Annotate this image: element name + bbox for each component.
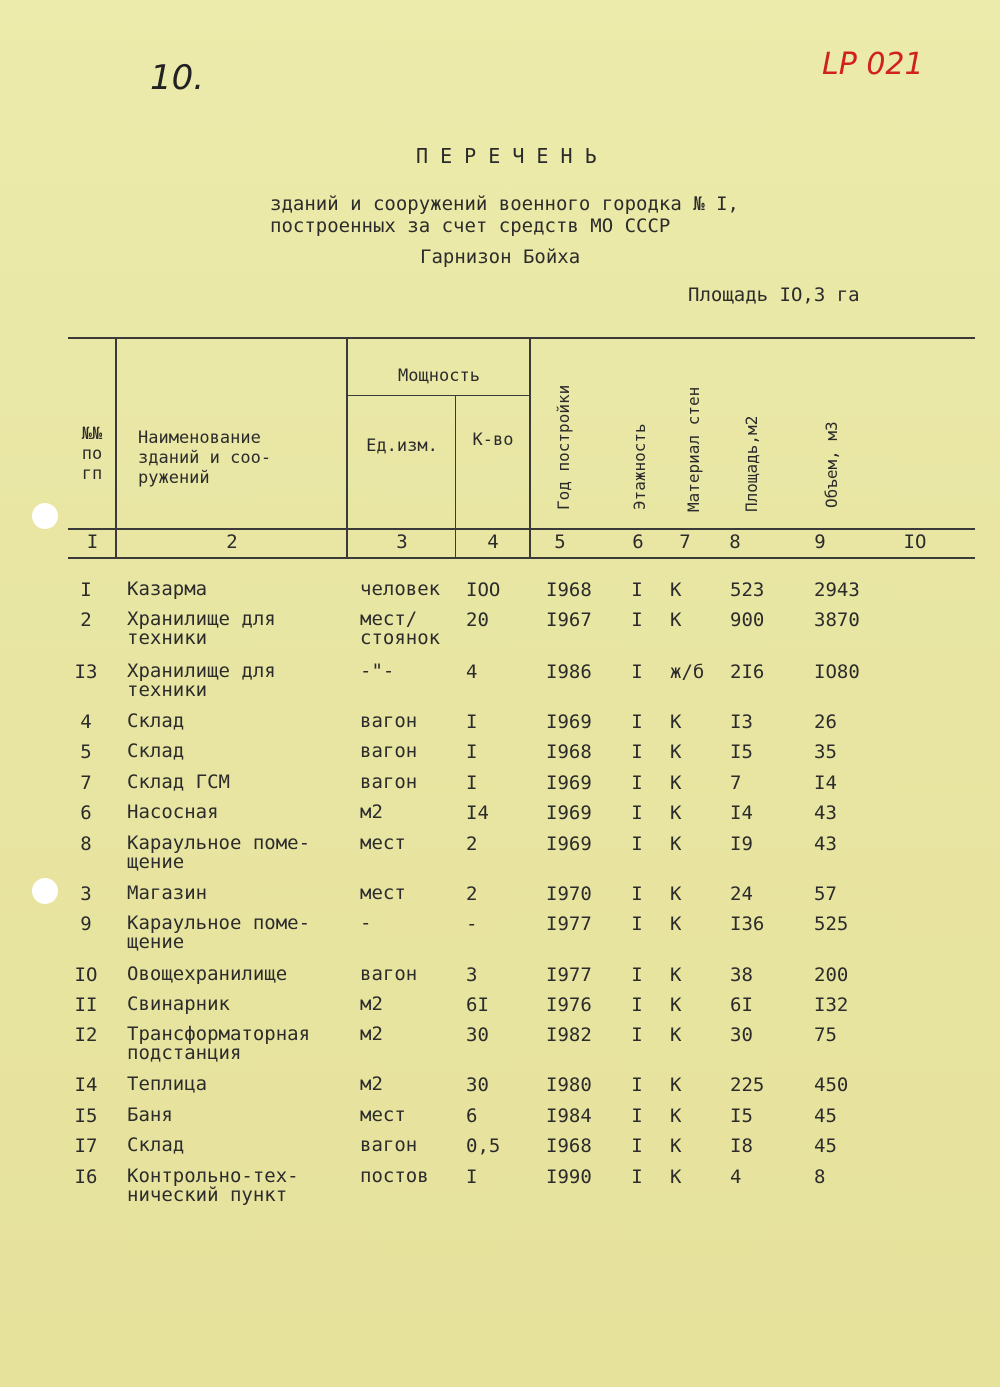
row-number: 3	[80, 883, 92, 905]
building-name: Хранилище для техники	[127, 660, 276, 701]
year-cell: I969	[546, 772, 592, 794]
volume-cell: 2943	[814, 579, 860, 601]
column-number: I	[86, 531, 99, 553]
quantity-cell: 3	[466, 964, 478, 986]
area-cell: 900	[730, 609, 765, 631]
floors-cell: I	[631, 741, 643, 763]
quantity-cell: 0,5	[466, 1135, 501, 1157]
year-cell: I984	[546, 1105, 592, 1127]
area-cell: I4	[730, 802, 753, 824]
area-cell: I5	[730, 741, 753, 763]
area-cell: 225	[730, 1074, 765, 1096]
column-number: 8	[729, 531, 741, 553]
material-cell: К	[670, 711, 682, 733]
header-number: №№ по гп	[81, 424, 103, 484]
building-name: Казарма	[127, 578, 208, 600]
unit-cell: мест/ стоянок	[360, 608, 441, 649]
quantity-cell: 20	[466, 609, 489, 631]
area-cell: 523	[730, 579, 765, 601]
year-cell: I990	[546, 1166, 592, 1188]
material-cell: К	[670, 913, 682, 935]
building-name: Караульное поме- щение	[127, 832, 311, 873]
row-number: 4	[80, 711, 92, 733]
material-cell: К	[670, 994, 682, 1016]
volume-cell: 43	[814, 802, 837, 824]
material-cell: К	[670, 802, 682, 824]
area-cell: I3	[730, 711, 753, 733]
year-cell: I977	[546, 964, 592, 986]
unit-cell: вагон	[360, 771, 418, 793]
floors-cell: I	[631, 1166, 643, 1188]
building-name: Насосная	[127, 801, 219, 823]
volume-cell: 43	[814, 833, 837, 855]
building-name: Трансформаторная подстанция	[127, 1023, 311, 1064]
unit-cell: -	[360, 912, 372, 934]
quantity-cell: 6	[466, 1105, 478, 1127]
header-floors: Этажность	[630, 423, 649, 510]
floors-cell: I	[631, 964, 643, 986]
quantity-cell: I	[466, 711, 478, 733]
garrison-name: Гарнизон Бойха	[420, 246, 581, 268]
column-number: IO	[903, 531, 927, 553]
floors-cell: I	[631, 661, 643, 683]
column-number: 3	[396, 531, 408, 553]
year-cell: I977	[546, 913, 592, 935]
row-number: 2	[80, 609, 92, 631]
year-cell: I969	[546, 802, 592, 824]
material-cell: К	[670, 833, 682, 855]
page-number: 10.	[150, 58, 205, 98]
quantity-cell: I	[466, 1166, 478, 1188]
area-cell: 2I6	[730, 661, 765, 683]
volume-cell: 525	[814, 913, 849, 935]
area-cell: 24	[730, 883, 753, 905]
quantity-cell: -	[466, 913, 478, 935]
row-number: I	[80, 579, 92, 601]
unit-cell: м2	[360, 993, 383, 1015]
volume-cell: 26	[814, 711, 837, 733]
unit-cell: вагон	[360, 963, 418, 985]
document-subtitle-line-2: построенных за счет средств МО СССР	[270, 215, 671, 237]
row-number: 6	[80, 802, 92, 824]
building-name: Теплица	[127, 1073, 208, 1095]
year-cell: I986	[546, 661, 592, 683]
punch-hole	[32, 503, 58, 529]
document-title: П Е Р Е Ч Е Н Ь	[416, 144, 597, 168]
year-cell: I969	[546, 833, 592, 855]
floors-cell: I	[631, 579, 643, 601]
volume-cell: 3870	[814, 609, 860, 631]
material-cell: К	[670, 609, 682, 631]
area-cell: I9	[730, 833, 753, 855]
unit-cell: мест	[360, 1104, 406, 1126]
floors-cell: I	[631, 913, 643, 935]
material-cell: К	[670, 1024, 682, 1046]
unit-cell: мест	[360, 882, 406, 904]
year-cell: I980	[546, 1074, 592, 1096]
floors-cell: I	[631, 609, 643, 631]
header-material: Материал стен	[684, 386, 703, 512]
header-area: Площадь,м2	[742, 415, 761, 512]
building-name: Баня	[127, 1104, 173, 1126]
year-cell: I969	[546, 711, 592, 733]
header-year: Год постройки	[554, 384, 573, 510]
area-cell: 7	[730, 772, 742, 794]
unit-cell: м2	[360, 801, 383, 823]
year-cell: I968	[546, 1135, 592, 1157]
column-number: 2	[226, 531, 238, 553]
building-name: Магазин	[127, 882, 208, 904]
unit-cell: м2	[360, 1073, 383, 1095]
header-power: Мощность	[398, 366, 480, 386]
volume-cell: 8	[814, 1166, 826, 1188]
unit-cell: вагон	[360, 1134, 418, 1156]
column-number: 9	[814, 531, 826, 553]
floors-cell: I	[631, 1135, 643, 1157]
quantity-cell: 4	[466, 661, 478, 683]
area-cell: 4	[730, 1166, 742, 1188]
material-cell: К	[670, 883, 682, 905]
row-number: I7	[74, 1135, 98, 1157]
unit-cell: человек	[360, 578, 441, 600]
row-number: I2	[74, 1024, 98, 1046]
area-cell: 30	[730, 1024, 753, 1046]
floors-cell: I	[631, 1074, 643, 1096]
quantity-cell: 6I	[466, 994, 489, 1016]
header-name: Наименование зданий и соо- ружений	[138, 428, 272, 488]
building-name: Склад	[127, 740, 185, 762]
total-area: Площадь IO,3 га	[688, 284, 860, 306]
floors-cell: I	[631, 772, 643, 794]
area-cell: I36	[730, 913, 765, 935]
volume-cell: I32	[814, 994, 849, 1016]
building-name: Свинарник	[127, 993, 230, 1015]
year-cell: I967	[546, 609, 592, 631]
year-cell: I970	[546, 883, 592, 905]
volume-cell: 45	[814, 1135, 837, 1157]
material-cell: К	[670, 1166, 682, 1188]
column-number: 6	[632, 531, 644, 553]
unit-cell: м2	[360, 1023, 383, 1045]
area-cell: 38	[730, 964, 753, 986]
volume-cell: I4	[814, 772, 837, 794]
material-cell: К	[670, 741, 682, 763]
header-unit: Ед.изм.	[366, 436, 438, 456]
header-volume: Объем, м3	[822, 421, 841, 508]
quantity-cell: I	[466, 772, 478, 794]
unit-cell: -"-	[360, 660, 395, 682]
material-cell: К	[670, 1135, 682, 1157]
column-number: 7	[679, 531, 691, 553]
row-number: I6	[74, 1166, 98, 1188]
material-cell: К	[670, 772, 682, 794]
floors-cell: I	[631, 711, 643, 733]
floors-cell: I	[631, 994, 643, 1016]
floors-cell: I	[631, 802, 643, 824]
unit-cell: постов	[360, 1165, 429, 1187]
building-name: Хранилище для техники	[127, 608, 276, 649]
row-number: I4	[74, 1074, 98, 1096]
material-cell: К	[670, 579, 682, 601]
quantity-cell: 2	[466, 833, 478, 855]
volume-cell: IO80	[814, 661, 860, 683]
row-number: IO	[74, 964, 98, 986]
material-cell: К	[670, 1105, 682, 1127]
column-number: 5	[554, 531, 566, 553]
quantity-cell: 30	[466, 1074, 489, 1096]
floors-cell: I	[631, 883, 643, 905]
row-number: 8	[80, 833, 92, 855]
quantity-cell: I4	[466, 802, 489, 824]
row-number: I3	[74, 661, 98, 683]
row-number: 9	[80, 913, 92, 935]
building-name: Склад	[127, 1134, 185, 1156]
floors-cell: I	[631, 833, 643, 855]
quantity-cell: IOO	[466, 579, 501, 601]
year-cell: I968	[546, 579, 592, 601]
volume-cell: 200	[814, 964, 849, 986]
building-name: Овощехранилище	[127, 963, 288, 985]
column-number: 4	[487, 531, 499, 553]
area-cell: I5	[730, 1105, 753, 1127]
volume-cell: 450	[814, 1074, 849, 1096]
building-name: Контрольно-тех- нический пункт	[127, 1165, 299, 1206]
quantity-cell: 30	[466, 1024, 489, 1046]
unit-cell: вагон	[360, 710, 418, 732]
row-number: 5	[80, 741, 92, 763]
building-name: Склад	[127, 710, 185, 732]
quantity-cell: 2	[466, 883, 478, 905]
header-quantity: К-во	[472, 430, 514, 450]
unit-cell: мест	[360, 832, 406, 854]
unit-cell: вагон	[360, 740, 418, 762]
area-cell: 6I	[730, 994, 753, 1016]
punch-hole	[32, 878, 58, 904]
area-cell: I8	[730, 1135, 753, 1157]
row-number: 7	[80, 772, 92, 794]
building-name: Караульное поме- щение	[127, 912, 311, 953]
row-number: II	[74, 994, 98, 1016]
floors-cell: I	[631, 1024, 643, 1046]
year-cell: I968	[546, 741, 592, 763]
material-cell: ж/б	[670, 661, 705, 683]
floors-cell: I	[631, 1105, 643, 1127]
volume-cell: 45	[814, 1105, 837, 1127]
building-name: Склад ГСМ	[127, 771, 230, 793]
row-number: I5	[74, 1105, 98, 1127]
year-cell: I982	[546, 1024, 592, 1046]
volume-cell: 57	[814, 883, 837, 905]
year-cell: I976	[546, 994, 592, 1016]
material-cell: К	[670, 1074, 682, 1096]
archive-mark: LP 021	[822, 47, 924, 82]
volume-cell: 35	[814, 741, 837, 763]
quantity-cell: I	[466, 741, 478, 763]
document-subtitle-line-1: зданий и сооружений военного городка № I,	[270, 193, 739, 215]
volume-cell: 75	[814, 1024, 837, 1046]
material-cell: К	[670, 964, 682, 986]
